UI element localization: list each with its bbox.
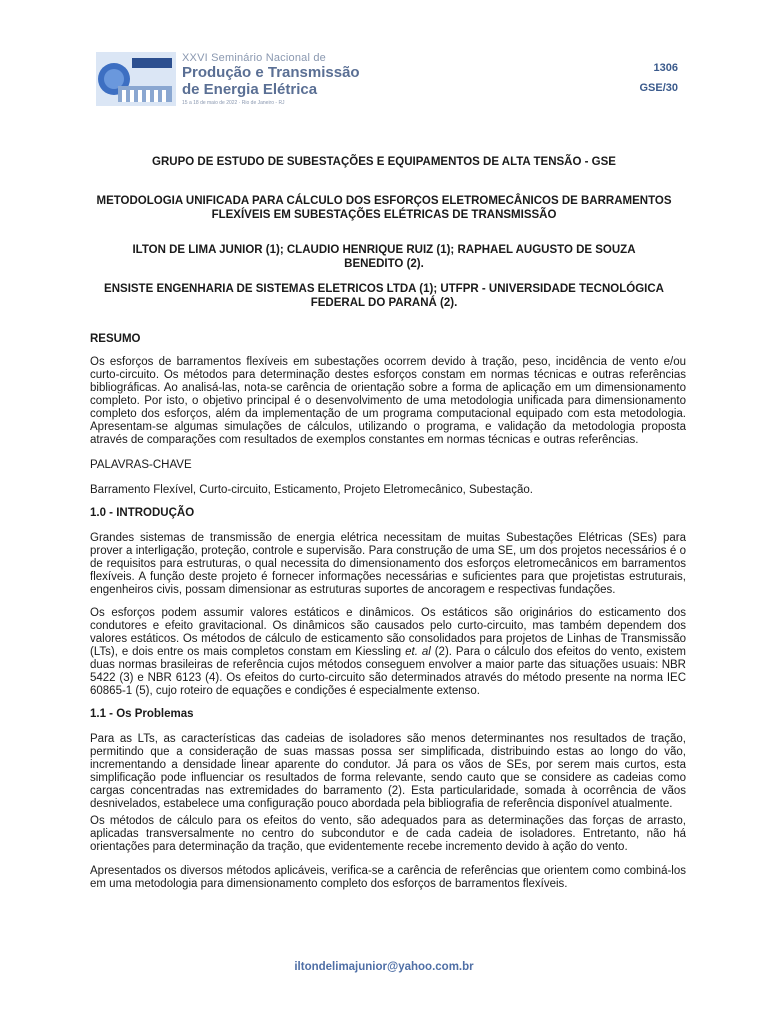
footer-email-link[interactable]: iltondelimajunior@yahoo.com.br [294, 961, 474, 973]
keywords-heading: PALAVRAS-CHAVE [90, 459, 192, 471]
intro-paragraph-1 [90, 532, 686, 597]
intro-p2-italic: et. al [405, 646, 431, 658]
seminar-name-line2: Produção e Transmissão [182, 64, 360, 81]
document-code: GSE/30 [639, 82, 678, 94]
group-title: GRUPO DE ESTUDO DE SUBESTAÇÕES E EQUIPAMENTOS DE ALTA TENSÃO - GSE [152, 156, 616, 168]
intro-p2-part-b: (2). Para o cálculo dos efeitos do vento, existem duas normas brasileiras de referência cujos métodos conseguem envolver a maior parte das situações usuais: NBR 5422 (3) e NBR 6123 (4). Os efeitos do curto-circuito são determinados através do método presente na norma IEC 60865-1 (5), cujo roteiro de equações e condições é especialmente extenso. [90, 646, 686, 697]
seminar-header [96, 52, 696, 108]
authors: ILTON DE LIMA JUNIOR (1); CLAUDIO HENRIQUE RUIZ (1); RAPHAEL AUGUSTO DE SOUZA BENEDITO (2). [132, 244, 636, 270]
seminar-name-line1: XXVI Seminário Nacional de [182, 52, 326, 64]
problems-paragraph-3 [90, 865, 686, 891]
problems-p2-text: Os métodos de cálculo para os efeitos do vento, são adequados para as determinações das forças de arrasto, aplicadas transversalmente no centro do subcondutor e de cada cadeia de isoladores. Entretanto, não há orientações para determinação da tração, que evidentemente recebe incremento devido à ação do vento. [90, 815, 686, 853]
problems-p1-text: Para as LTs, as características das cadeias de isoladores são menos determinantes nos resultados de tração, permitindo que a consideração de suas massas possa ser simplificada, distribuindo estas ao longo do vão, incrementando a densidade linear aparente do condutor. Já para os vãos de SEs, por serem mais curtos, esta simplificação pode influenciar os resultados de forma relevante, sendo cauto que se considere as cadeias como cargas concentradas nas extremidades do barramento (2). Esta particularidade, somada à ocorrência de vãos desnivelados, estabelece uma configuração pouco abordada pela bibliografia de referência disponível atualmente. [90, 733, 686, 810]
paper-title: METODOLOGIA UNIFICADA PARA CÁLCULO DOS ESFORÇOS ELETROMECÂNICOS DE BARRAMENTOS FLEXÍVEIS EM SUBESTAÇÕES ELÉTRICAS DE TRANSMISSÃO [96, 195, 672, 221]
document-number: 1306 [653, 62, 678, 74]
problems-heading: 1.1 - Os Problemas [90, 708, 194, 720]
resumo-heading: RESUMO [90, 333, 141, 345]
problems-p3-text: Apresentados os diversos métodos aplicáveis, verifica-se a carência de referências que orientem como combiná-los em uma metodologia para dimensionamento completo dos esforços de barramentos flexíveis. [90, 865, 686, 890]
problems-paragraph-1 [90, 733, 686, 811]
problems-paragraph-2 [90, 815, 686, 854]
seminar-logo [96, 52, 176, 106]
affiliations: ENSISTE ENGENHARIA DE SISTEMAS ELETRICOS LTDA (1); UTFPR - UNIVERSIDADE TECNOLÓGICA FEDERAL DO PARANÁ (2). [104, 283, 664, 309]
seminar-name [182, 52, 360, 106]
intro-paragraph-2 [90, 607, 686, 698]
intro-p2-text [90, 607, 686, 698]
resumo-text: Os esforços de barramentos flexíveis em subestações ocorrem devido à tração, peso, incidência de vento e/ou curto-circuito. Os métodos para determinação destes esforços constam em normas técnicas e outras referências bibliográficas. Ao analisá-las, nota-se carência de orientação sobre a forma de aplicação em um dimensionamento completo. Por isto, o objetivo principal é o desenvolvimento de uma metodologia unificada para dimensionamento completo dos esforços, além da implementação de um programa computacional equipado com esta metodologia. Apresentam-se algumas simulações de cálculos, utilizando o programa, e validação da metodologia proposta através de comparações com resultados de exemplos constantes em normas técnicas e outras referências. [90, 356, 686, 446]
keywords-text: Barramento Flexível, Curto-circuito, Esticamento, Projeto Eletromecânico, Subestação. [90, 484, 533, 496]
intro-p2-part-a: Os esforços podem assumir valores estáticos e dinâmicos. Os estáticos são originários do esticamento dos condutores e efeito gravitacional. Os dinâmicos são causados pelo curto-circuito, mas também dependem dos valores estáticos. Os métodos de cálculo de esticamento são consolidados para projetos de Linhas de Transmissão (LTs), e dois entre os mais completos constam em Kiessling [90, 607, 686, 658]
intro-heading: 1.0 - INTRODUÇÃO [90, 507, 195, 519]
resumo-body [90, 356, 686, 447]
intro-p1-text: Grandes sistemas de transmissão de energia elétrica necessitam de muitas Subestações Elétricas (SEs) para prover a interligação, proteção, controle e supervisão. Para construção de uma SE, um dos projetos necessários é o de requisitos para estruturas, o qual necessita do dimensionamento dos esforços eletromecânicos em barramentos flexíveis. A função deste projeto é fornecer informações necessárias e suficientes para que projetistas estruturais, engenheiros civis, possam dimensionar as estruturas suportes de ancoragem e respectivas fundações. [90, 532, 686, 596]
seminar-dates: 15 a 18 de maio de 2022 · Rio de Janeiro - RJ [182, 100, 285, 106]
seminar-name-line3: de Energia Elétrica [182, 81, 318, 98]
